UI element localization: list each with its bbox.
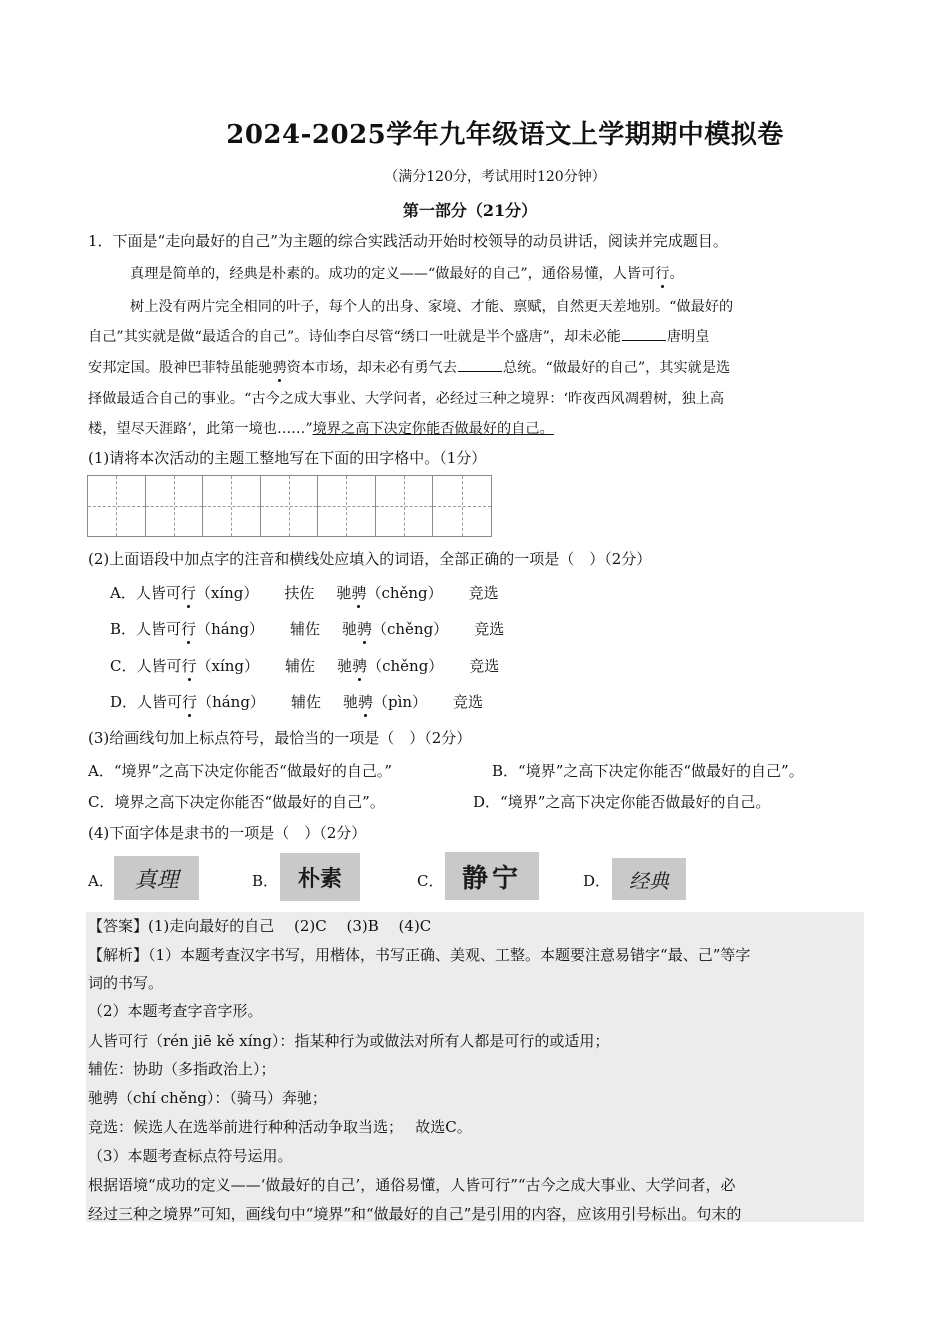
passage-line-2: 树上没有两片完全相同的叶子，每个人的出身、家境、才能、禀赋，自然更天差地别。“做最好的 (130, 299, 734, 315)
passage-text: 真理是简单的，经典是朴素的。成功的定义——“做最好的自己”，通俗易懂，人皆可 (130, 266, 656, 282)
option-2a[interactable] (110, 582, 499, 603)
analysis-line: （3）本题考查标点符号运用。 (88, 1147, 293, 1165)
option-4d-label[interactable]: D． (583, 872, 611, 890)
option-letter: D． (110, 693, 138, 711)
option-pinyin: （pìn） (372, 693, 428, 711)
passage-line-4 (88, 357, 730, 377)
dotted-char: 骋 (272, 357, 286, 377)
calligraphy-sample-d[interactable] (612, 858, 686, 900)
exam-info: （满分120分，考试用时120分钟） (384, 169, 606, 185)
dotted-char: 行 (181, 620, 197, 638)
option-text: 辅佐 (285, 657, 316, 675)
analysis-line: 驰骋（chí chěng）：（骑马）奔驰； (88, 1089, 327, 1107)
option-letter: B． (110, 620, 137, 638)
passage-text: 自己”其实就是做“最适合的自己”。诗仙李白尽管“绣口一吐就是半个盛唐”，却未必能 (88, 329, 621, 345)
passage-text: 安邦定国。股神巴菲特虽能驰 (88, 360, 273, 376)
analysis-line: 词的书写。 (88, 974, 164, 992)
analysis-line: 辅佐：协助（多指政治上）； (88, 1060, 276, 1078)
option-letter: C． (110, 657, 137, 675)
option-pinyin: （chěng） (366, 584, 443, 602)
passage-line-1 (130, 263, 684, 283)
grid-cell[interactable] (433, 476, 491, 536)
passage-text: 楼，望尽天涯路’，此第一境也……” (88, 421, 313, 437)
calligraphy-sample-b[interactable] (280, 853, 360, 901)
option-text: 竞选 (474, 620, 505, 638)
subquestion-3: (3)给画线句加上标点符号，最恰当的一项是（ ）（2分） (88, 729, 472, 747)
option-letter: A． (110, 584, 136, 602)
option-text: 驰 (341, 620, 357, 638)
analysis-line: 【解析】（1）本题考查汉字书写，用楷体，书写正确、美观、工整。本题要注意易错字“最、己”等字 (88, 946, 751, 964)
option-text: 辅佐 (289, 620, 320, 638)
option-4a-label[interactable]: A． (88, 872, 114, 890)
option-2d[interactable] (110, 691, 483, 712)
option-pinyin: （xíng） (195, 584, 259, 602)
calligraphy-sample-a[interactable] (114, 856, 199, 900)
subquestion-4: (4)下面字体是隶书的一项是（ ）（2分） (88, 824, 367, 842)
passage-line-3 (88, 326, 709, 346)
passage-text: 唐明皇 (666, 329, 710, 345)
option-3c[interactable]: C．境界之高下决定你能否“做最好的自己”。 (88, 793, 385, 811)
option-text: 驰 (336, 584, 352, 602)
option-text: 竞选 (453, 693, 484, 711)
grid-cell[interactable] (88, 476, 146, 536)
option-pinyin: （xíng） (196, 657, 260, 675)
dotted-char: 骋 (352, 657, 368, 675)
sample-text: 静宁 (461, 863, 522, 894)
option-pinyin: （háng） (197, 693, 265, 711)
option-3a[interactable]: A．“境界”之高下决定你能否“做最好的自己。” (88, 762, 393, 780)
option-text: 驰 (342, 693, 358, 711)
option-4c-label[interactable]: C． (417, 872, 444, 890)
dotted-char: 骋 (357, 693, 373, 711)
analysis-line: （2）本题考查字音字形。 (88, 1002, 263, 1020)
option-pinyin: （chěng） (367, 657, 444, 675)
analysis-line: 根据语境“成功的定义——‘做最好的自己’，通俗易懂，人皆可行”“古今之成大事业、大学问者，必 (88, 1176, 736, 1194)
grid-cell[interactable] (146, 476, 204, 536)
option-3d[interactable]: D．“境界”之高下决定你能否做最好的自己。 (473, 793, 771, 811)
passage-text: 总统。“做最好的自己”，其实就是选 (502, 360, 731, 376)
passage-line-6 (88, 418, 554, 438)
analysis-line: 竞选：候选人在选举前进行种种活动争取当选； 故选C。 (88, 1118, 472, 1136)
option-text: 人皆可 (136, 620, 182, 638)
sample-text: 经典 (629, 868, 669, 893)
option-text: 辅佐 (290, 693, 321, 711)
underlined-sentence: 境界之高下决定你能否做最好的自己。 (312, 421, 554, 437)
fill-blank-2 (458, 357, 502, 372)
answer-line: 【答案】(1)走向最好的自己 (2)C (3)B (4)C (88, 917, 432, 935)
option-4b-label[interactable]: B． (252, 872, 279, 890)
fill-blank-1 (622, 326, 666, 341)
option-text: 扶佐 (284, 584, 315, 602)
option-2b[interactable] (110, 618, 504, 639)
analysis-line: 人皆可行（rén jiē kě xíng）：指某种行为或做法对所有人都是可行的或适用； (88, 1032, 610, 1050)
passage-text: 资本市场，却未必有勇气去 (286, 360, 457, 376)
option-text: 驰 (337, 657, 353, 675)
dotted-char: 行 (182, 693, 198, 711)
question-1-stem: 1．下面是“走向最好的自己”为主题的综合实践活动开始时校领导的动员讲话，阅读并完成题目。 (88, 232, 728, 250)
option-pinyin: （háng） (196, 620, 264, 638)
grid-cell[interactable] (261, 476, 319, 536)
option-3b[interactable]: B．“境界”之高下决定你能否“做最好的自己”。 (492, 762, 804, 780)
subquestion-1: (1)请将本次活动的主题工整地写在下面的田字格中。（1分） (88, 449, 487, 467)
sample-text: 朴素 (297, 866, 342, 892)
sample-text: 真理 (134, 867, 179, 893)
dotted-char: 行 (181, 657, 197, 675)
option-text: 人皆可 (136, 657, 182, 675)
passage-text: 。 (669, 266, 684, 282)
grid-cell[interactable] (376, 476, 434, 536)
passage-line-5: 择做最适合自己的事业。“古今之成大事业、大学问者，必经过三种之境界：‘昨夜西风凋碧树，独上高 (88, 391, 725, 407)
dotted-char: 行 (180, 584, 196, 602)
page-title: 2024-2025学年九年级语文上学期期中模拟卷 (226, 120, 784, 150)
dotted-char: 行 (655, 263, 669, 283)
option-text: 人皆可 (137, 693, 183, 711)
analysis-line: 经过三种之境界”可知，画线句中“境界”和“做最好的自己”是引用的内容，应该用引号标出。句末的 (88, 1205, 742, 1223)
option-text: 竞选 (469, 657, 500, 675)
dotted-char: 骋 (351, 584, 367, 602)
option-2c[interactable] (110, 655, 499, 676)
dotted-char: 骋 (356, 620, 372, 638)
option-pinyin: （chěng） (371, 620, 449, 638)
grid-cell[interactable] (203, 476, 261, 536)
part-heading: 第一部分（21分） (402, 201, 538, 220)
tianzige-grid[interactable] (87, 475, 492, 537)
option-text: 人皆可 (135, 584, 181, 602)
option-text: 竞选 (468, 584, 499, 602)
calligraphy-sample-c[interactable] (445, 852, 539, 900)
subquestion-2: (2)上面语段中加点字的注音和横线处应填入的词语，全部正确的一项是（ ）（2分） (88, 550, 652, 568)
grid-cell[interactable] (318, 476, 376, 536)
